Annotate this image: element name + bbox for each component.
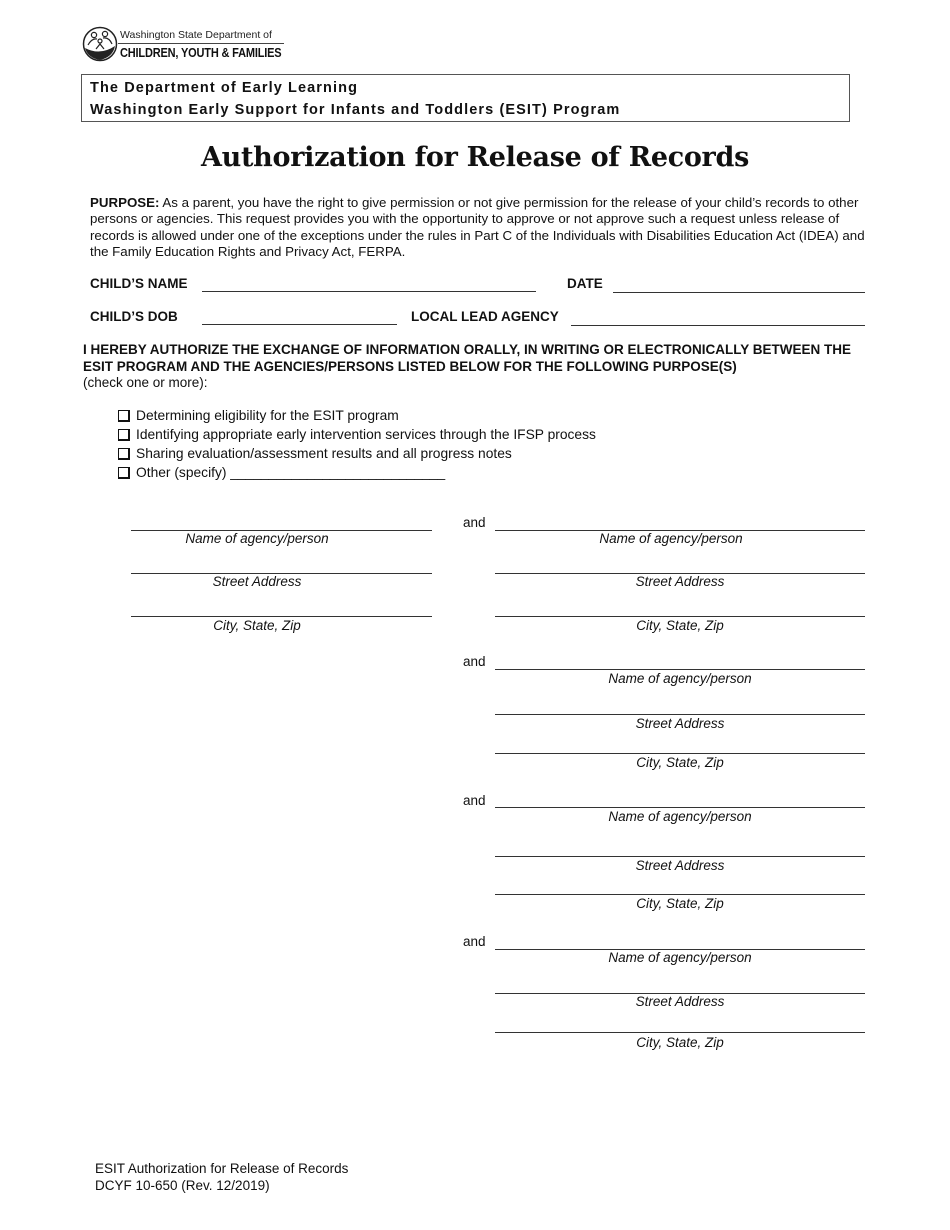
authorization-instruction: (check one or more): [83,375,208,390]
date-label: DATE [567,276,603,291]
agency-2-street-field[interactable] [495,714,865,715]
purpose-option-ifsp[interactable] [118,427,596,442]
agency-1-city-field[interactable] [495,616,865,617]
agency-3-street-field[interactable] [495,856,865,857]
agency-4-street-label: Street Address [635,994,725,1009]
page-title: Authorization for Release of Records [201,142,749,173]
agency-1-name-label: Name of agency/person [599,531,743,546]
checkbox-icon[interactable] [118,448,130,460]
agency-4-city-field[interactable] [495,1032,865,1033]
logo-line-1: Washington State Department of [120,29,272,41]
and-label: and [463,515,486,530]
agency-3-city-field[interactable] [495,894,865,895]
purpose-text: As a parent, you have the right to give permission or not give permission for the release of your child’s records to other persons or agencies. This request provides you with the opportunity to approve or not approve such a request unless release of records is allowed under one of the exceptions under the rules in Part C of the Individuals with Disabilities Education Act (IDEA) and the Family Education Rights and Privacy Act, FERPA. [90,195,865,260]
childs-name-field[interactable] [202,291,536,292]
footer-form-title: ESIT Authorization for Release of Records [95,1161,349,1176]
purpose-option-eligibility[interactable] [118,408,399,423]
authorization-text: I HEREBY AUTHORIZE THE EXCHANGE OF INFORMATION ORALLY, IN WRITING OR ELECTRONICALLY BETWEEN THE ESIT PROGRAM AND THE AGENCIES/PERSONS LISTED BELOW FOR THE FOLLOWING PURPOSE(S) [83,342,852,374]
purpose-option-label: Determining eligibility for the ESIT program [136,408,399,423]
purpose-option-label: Other (specify) ____________________________ [136,465,446,480]
childs-dob-label: CHILD’S DOB [90,309,178,324]
agency-2-name-label: Name of agency/person [608,671,752,686]
agency-2-street-label: Street Address [635,716,725,731]
left-agency-city-field[interactable] [131,616,432,617]
family-logo-icon [82,26,118,62]
program-header-box [81,74,850,122]
agency-2-name-field[interactable] [495,669,865,670]
local-lead-agency-field[interactable] [571,325,865,326]
purpose-label: PURPOSE: [90,195,160,210]
agency-3-city-label: City, State, Zip [636,896,724,911]
and-label: and [463,793,486,808]
purpose-option-label: Sharing evaluation/assessment results and all progress notes [136,446,512,461]
agency-3-name-field[interactable] [495,807,865,808]
agency-3-street-label: Street Address [635,858,725,873]
agency-4-city-label: City, State, Zip [636,1035,724,1050]
left-agency-street-label: Street Address [212,574,302,589]
purpose-option-evaluation[interactable] [118,446,512,461]
purpose-option-other[interactable] [118,465,445,480]
agency-2-city-field[interactable] [495,753,865,754]
department-name: The Department of Early Learning [90,80,359,96]
left-agency-name-label: Name of agency/person [185,531,329,546]
and-label: and [463,934,486,949]
childs-dob-field[interactable] [202,324,397,325]
agency-1-city-label: City, State, Zip [636,618,724,633]
checkbox-icon[interactable] [118,410,130,422]
purpose-paragraph [90,195,865,261]
agency-1-street-label: Street Address [635,574,725,589]
agency-2-city-label: City, State, Zip [636,755,724,770]
checkbox-icon[interactable] [118,429,130,441]
checkbox-icon[interactable] [118,467,130,479]
purpose-option-label: Identifying appropriate early intervention services through the IFSP process [136,427,596,442]
local-lead-agency-label: LOCAL LEAD AGENCY [411,309,559,324]
logo-divider [118,43,284,44]
program-name: Washington Early Support for Infants and Toddlers (ESIT) Program [90,102,621,118]
form-footer [95,1160,348,1194]
left-agency-city-label: City, State, Zip [213,618,301,633]
agency-3-name-label: Name of agency/person [608,809,752,824]
dcyf-logo [82,26,292,66]
authorization-statement [83,342,863,392]
and-label: and [463,654,486,669]
childs-name-label: CHILD’S NAME [90,276,188,291]
footer-form-number: DCYF 10-650 (Rev. 12/2019) [95,1178,270,1193]
logo-line-2: CHILDREN, YOUTH & FAMILIES [120,46,282,60]
agency-4-name-label: Name of agency/person [608,950,752,965]
date-field[interactable] [613,292,865,293]
